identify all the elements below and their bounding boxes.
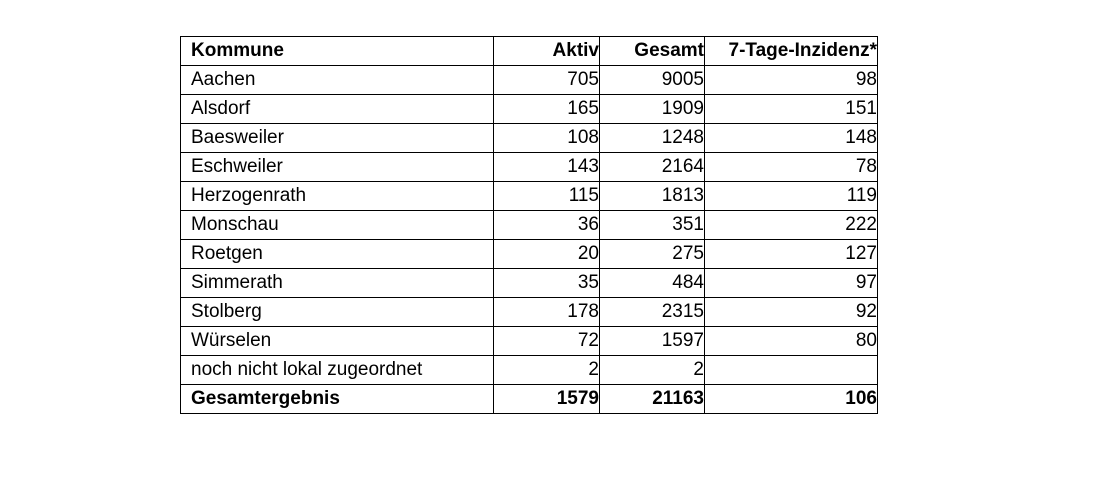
- cell-gesamt: 2315: [600, 298, 705, 327]
- cell-aktiv: 115: [494, 182, 600, 211]
- cell-inzidenz: 119: [705, 182, 878, 211]
- cell-gesamt: 484: [600, 269, 705, 298]
- covid-cases-table: [180, 36, 878, 414]
- cell-inzidenz: 97: [705, 269, 878, 298]
- cell-aktiv: 20: [494, 240, 600, 269]
- cell-inzidenz: 148: [705, 124, 878, 153]
- table-row: [181, 269, 878, 298]
- total-aktiv: 1579: [494, 385, 600, 414]
- header-inzidenz: 7-Tage-Inzidenz*: [705, 37, 878, 66]
- cell-gesamt: 2: [600, 356, 705, 385]
- cell-inzidenz: 127: [705, 240, 878, 269]
- table-row: [181, 240, 878, 269]
- cell-aktiv: 2: [494, 356, 600, 385]
- cell-inzidenz: 92: [705, 298, 878, 327]
- total-kommune: Gesamtergebnis: [181, 385, 494, 414]
- cell-gesamt: 1909: [600, 95, 705, 124]
- table-row: [181, 182, 878, 211]
- cell-gesamt: 9005: [600, 66, 705, 95]
- table-row: [181, 327, 878, 356]
- table-row: [181, 153, 878, 182]
- cell-gesamt: 351: [600, 211, 705, 240]
- cell-kommune: Monschau: [181, 211, 494, 240]
- cell-kommune: Würselen: [181, 327, 494, 356]
- cell-aktiv: 143: [494, 153, 600, 182]
- total-gesamt: 21163: [600, 385, 705, 414]
- table-row: [181, 124, 878, 153]
- cell-aktiv: 36: [494, 211, 600, 240]
- cell-kommune: Roetgen: [181, 240, 494, 269]
- cell-gesamt: 1813: [600, 182, 705, 211]
- cell-kommune: Baesweiler: [181, 124, 494, 153]
- cell-inzidenz: 98: [705, 66, 878, 95]
- table-row: [181, 356, 878, 385]
- cell-inzidenz: 222: [705, 211, 878, 240]
- cell-kommune: Aachen: [181, 66, 494, 95]
- cell-aktiv: 72: [494, 327, 600, 356]
- cell-inzidenz: [705, 356, 878, 385]
- cell-gesamt: 275: [600, 240, 705, 269]
- total-inzidenz: 106: [705, 385, 878, 414]
- cell-gesamt: 1597: [600, 327, 705, 356]
- cell-gesamt: 2164: [600, 153, 705, 182]
- cell-kommune: Simmerath: [181, 269, 494, 298]
- cell-kommune: noch nicht lokal zugeordnet: [181, 356, 494, 385]
- header-gesamt: Gesamt: [600, 37, 705, 66]
- cell-gesamt: 1248: [600, 124, 705, 153]
- table-total-row: [181, 385, 878, 414]
- cell-inzidenz: 78: [705, 153, 878, 182]
- header-kommune: Kommune: [181, 37, 494, 66]
- table-row: [181, 66, 878, 95]
- cell-aktiv: 35: [494, 269, 600, 298]
- cell-inzidenz: 151: [705, 95, 878, 124]
- table-row: [181, 298, 878, 327]
- cell-aktiv: 108: [494, 124, 600, 153]
- table-row: [181, 211, 878, 240]
- cell-aktiv: 178: [494, 298, 600, 327]
- table-row: [181, 95, 878, 124]
- cell-kommune: Eschweiler: [181, 153, 494, 182]
- cell-inzidenz: 80: [705, 327, 878, 356]
- cell-kommune: Stolberg: [181, 298, 494, 327]
- cell-aktiv: 165: [494, 95, 600, 124]
- table-header-row: [181, 37, 878, 66]
- header-aktiv: Aktiv: [494, 37, 600, 66]
- cell-aktiv: 705: [494, 66, 600, 95]
- cell-kommune: Alsdorf: [181, 95, 494, 124]
- cell-kommune: Herzogenrath: [181, 182, 494, 211]
